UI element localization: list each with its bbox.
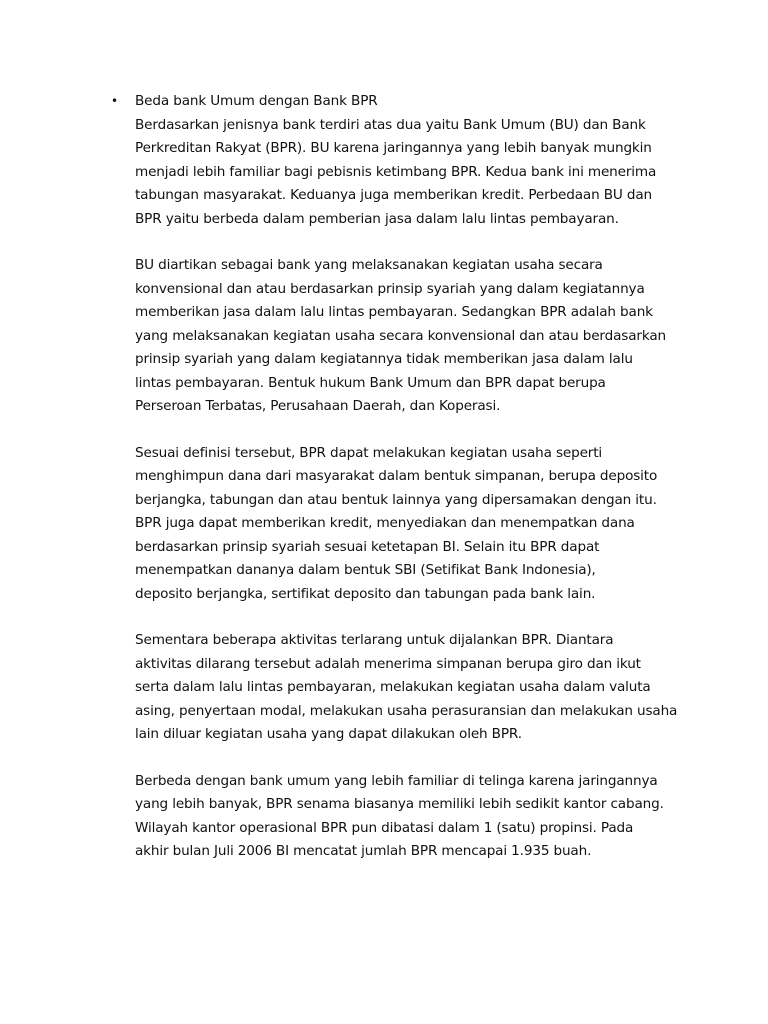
paragraph-activities [135, 442, 695, 607]
text-line: konvensional dan atau berdasarkan prinsip syariah yang dalam kegiatannya [135, 280, 645, 297]
text-line: Perkreditan Rakyat (BPR). BU karena jaringannya yang lebih banyak mungkin [135, 140, 652, 156]
text-line: Sesuai definisi tersebut, BPR dapat melakukan kegiatan usaha seperti [135, 444, 603, 461]
text-line: Berbeda dengan bank umum yang lebih familiar di telinga karena jaringannya [135, 772, 658, 789]
text-line: lintas pembayaran. Bentuk hukum Bank Umum dan BPR dapat berupa [135, 374, 606, 391]
text-line: BPR juga dapat memberikan kredit, menyediakan dan menempatkan dana [135, 515, 635, 531]
text-line: Wilayah kantor operasional BPR pun dibatasi dalam 1 (satu) propinsi. Pada [135, 819, 634, 836]
bullet-point: • [111, 94, 119, 108]
text-line: asing, penyertaan modal, melakukan usaha perasuransian dan melakukan usaha [135, 702, 678, 719]
paragraph-comparison [135, 770, 695, 864]
text-line: aktivitas dilarang tersebut adalah menerima simpanan berupa giro dan ikut [135, 655, 641, 672]
text-line: Berdasarkan jenisnya bank terdiri atas dua yaitu Bank Umum (BU) dan Bank [135, 116, 646, 133]
text-line: berdasarkan prinsip syariah sesuai ketetapan BI. Selain itu BPR dapat [135, 538, 600, 555]
text-line: lain diluar kegiatan usaha yang dapat dilakukan oleh BPR. [135, 726, 522, 742]
section-heading: Beda bank Umum dengan Bank BPR [135, 93, 378, 109]
text-line: Sementara beberapa aktivitas terlarang untuk dijalankan BPR. Diantara [135, 632, 614, 648]
text-line: Perseroan Terbatas, Perusahaan Daerah, dan Koperasi. [135, 398, 501, 414]
text-line: tabungan masyarakat. Keduanya juga memberikan kredit. Perbedaan BU dan [135, 187, 653, 203]
text-line: menjadi lebih familiar bagi pebisnis ketimbang BPR. Kedua bank ini menerima [135, 163, 657, 180]
text-line: yang melaksanakan kegiatan usaha secara konvensional dan atau berdasarkan [135, 327, 666, 344]
text-line: berjangka, tabungan dan atau bentuk lainnya yang dipersamakan dengan itu. [135, 491, 657, 508]
text-line: memberikan jasa dalam lalu lintas pembayaran. Sedangkan BPR adalah bank [135, 304, 653, 320]
text-line: yang lebih banyak, BPR senama biasanya memiliki lebih sedikit kantor cabang. [135, 796, 664, 812]
paragraph-intro [135, 90, 695, 231]
text-line: menghimpun dana dari masyarakat dalam bentuk simpanan, berupa deposito [135, 468, 658, 484]
document-body [135, 90, 695, 887]
text-line: menempatkan dananya dalam bentuk SBI (Setifikat Bank Indonesia), [135, 562, 596, 578]
text-line: prinsip syariah yang dalam kegiatannya tidak memberikan jasa dalam lalu [135, 351, 633, 367]
paragraph-prohibited [135, 629, 695, 747]
text-line: BU diartikan sebagai bank yang melaksanakan kegiatan usaha secara [135, 257, 603, 273]
text-line: BPR yaitu berbeda dalam pemberian jasa dalam lalu lintas pembayaran. [135, 210, 619, 227]
text-line: akhir bulan Juli 2006 BI mencatat jumlah BPR mencapai 1.935 buah. [135, 843, 592, 859]
paragraph-definition [135, 254, 695, 419]
text-line: deposito berjangka, sertifikat deposito dan tabungan pada bank lain. [135, 585, 596, 602]
text-line: serta dalam lalu lintas pembayaran, melakukan kegiatan usaha dalam valuta [135, 679, 651, 695]
